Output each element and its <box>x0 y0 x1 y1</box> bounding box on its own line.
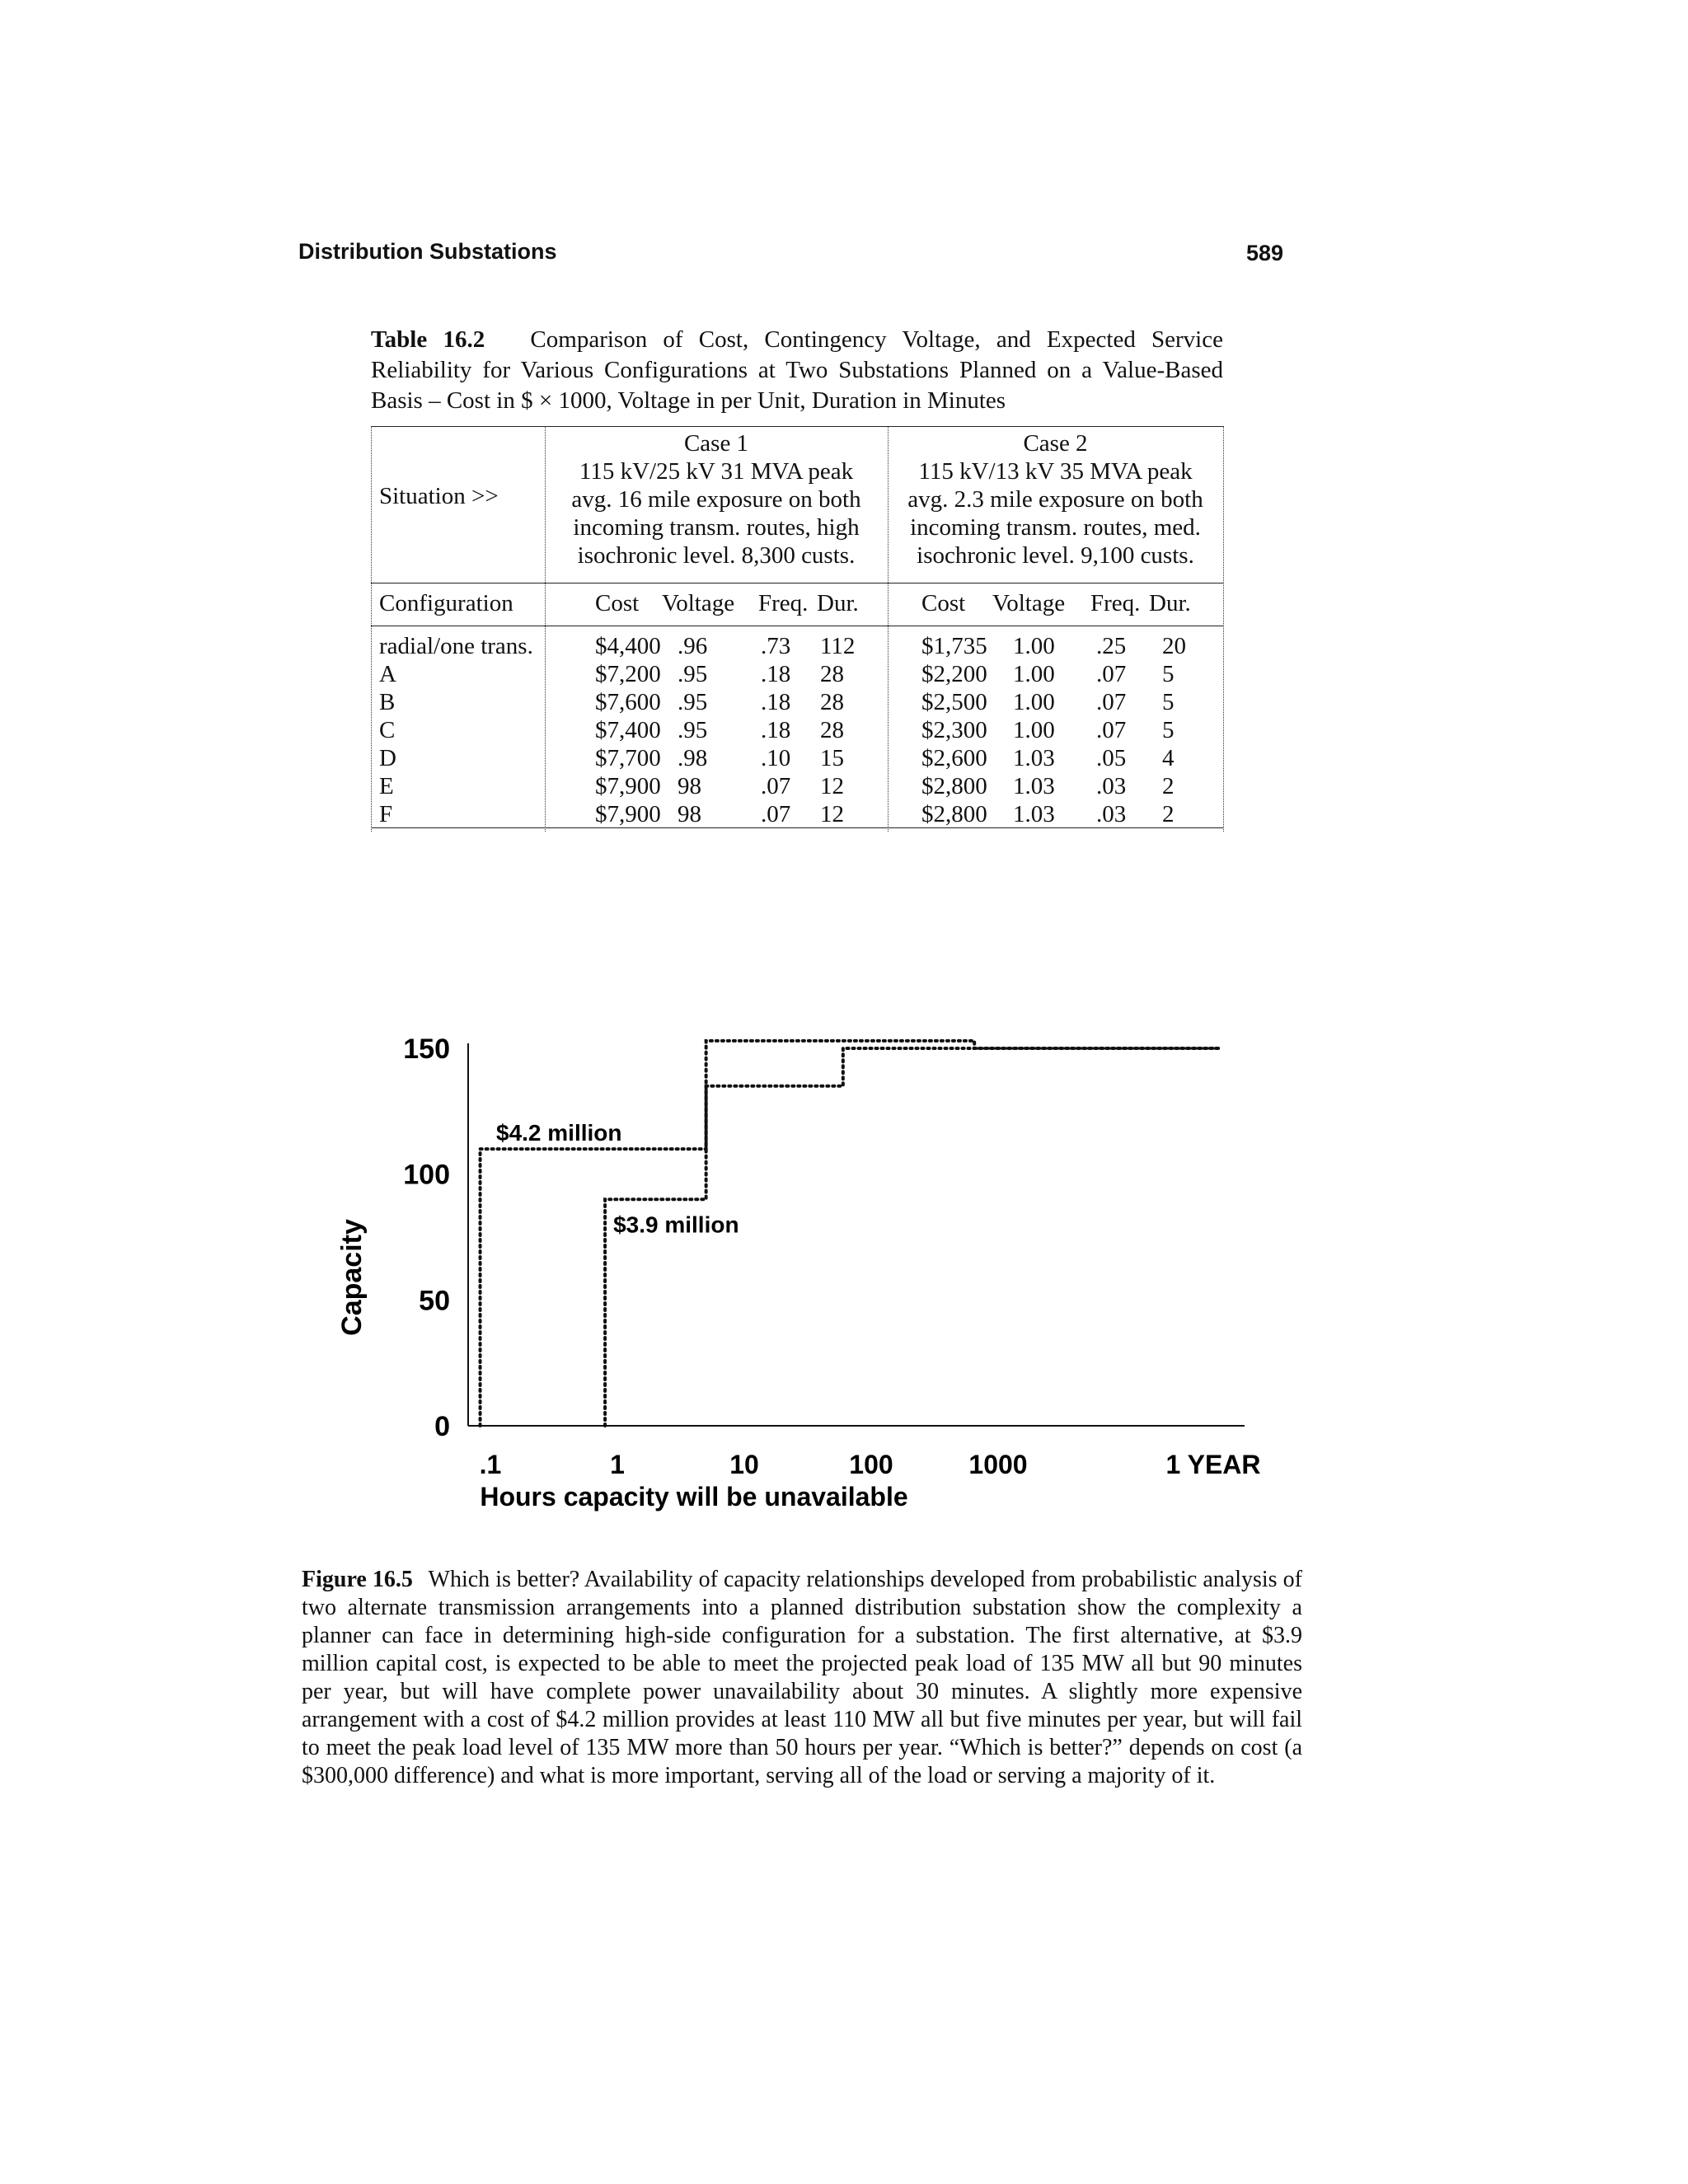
x-tick-label: 10 <box>729 1450 759 1479</box>
table-cell: 15 <box>820 745 844 771</box>
x-tick-label: 100 <box>849 1450 893 1479</box>
table-cell: $2,800 <box>921 801 987 827</box>
table-cell: 5 <box>1162 717 1175 743</box>
case2-col-cost: Cost <box>921 590 966 616</box>
table-cell: 2 <box>1162 801 1175 827</box>
table-cell: .18 <box>761 717 791 743</box>
page-number: 589 <box>1245 241 1283 265</box>
table-cell: .73 <box>761 633 791 659</box>
table-cell: $7,900 <box>595 773 661 799</box>
table-cell: 4 <box>1162 745 1175 771</box>
table-cell: .03 <box>1096 773 1127 799</box>
table-row-config: F <box>379 801 393 827</box>
table-cell: $2,200 <box>921 661 987 687</box>
table-caption <box>371 325 1223 416</box>
case2-line: incoming transm. routes, med. <box>910 514 1201 541</box>
table-cell: 12 <box>820 801 844 827</box>
case2-line: avg. 2.3 mile exposure on both <box>907 486 1203 513</box>
table-cell: .95 <box>678 661 708 687</box>
table-row-config: E <box>379 773 394 799</box>
x-tick-label: 1000 <box>968 1450 1028 1479</box>
table-cell: .07 <box>1096 689 1127 715</box>
figure-label: Figure 16.5 <box>302 1567 413 1592</box>
table-cell: .18 <box>761 661 791 687</box>
y-tick-label: 100 <box>403 1159 450 1191</box>
y-tick-label: 0 <box>434 1411 450 1442</box>
running-head <box>298 239 1283 272</box>
table-cell: 1.00 <box>1013 689 1055 715</box>
table-cell: .95 <box>678 689 708 715</box>
case1-line: incoming transm. routes, high <box>573 514 860 541</box>
case2-description <box>888 429 1223 569</box>
situation-label: Situation >> <box>379 483 499 509</box>
table-cell: 1.00 <box>1013 717 1055 743</box>
table-cell: .07 <box>761 773 791 799</box>
table-cell: 28 <box>820 689 844 715</box>
table-cell: 1.03 <box>1013 745 1055 771</box>
y-tick-label: 150 <box>403 1038 450 1065</box>
case1-name: Case 1 <box>683 430 749 457</box>
table-rule-right <box>1223 426 1224 832</box>
table-cell: .18 <box>761 689 791 715</box>
running-head-title: Distribution Substations <box>298 239 557 264</box>
table-cell: 1.00 <box>1013 633 1055 659</box>
table-rule-bottom <box>371 827 1223 828</box>
table-cell: $1,735 <box>921 633 987 659</box>
case1-line: avg. 16 mile exposure on both <box>571 486 861 513</box>
table-cell: $2,800 <box>921 773 987 799</box>
figure-caption <box>302 1566 1302 1790</box>
table-cell: $2,600 <box>921 745 987 771</box>
table-cell: .07 <box>1096 717 1127 743</box>
case2-line: 115 kV/13 kV 35 MVA peak <box>918 458 1193 485</box>
table-cell: .07 <box>1096 661 1127 687</box>
table-cell: 28 <box>820 661 844 687</box>
table-row-config: B <box>379 689 396 715</box>
case2-col-dur: Dur. <box>1149 590 1191 616</box>
table-row-config: A <box>379 661 396 687</box>
table-cell: .03 <box>1096 801 1127 827</box>
series-label: $3.9 million <box>613 1212 739 1238</box>
table-cell: $7,600 <box>595 689 661 715</box>
comparison-table <box>371 426 1223 832</box>
x-tick-label: .1 <box>479 1450 502 1479</box>
capacity-chart <box>313 1038 1269 1533</box>
capacity-chart-svg <box>313 1038 1269 1533</box>
table-label: Table 16.2 <box>371 326 485 353</box>
figure-caption-text: Which is better? Availability of capacity relationships developed from probabilistic analysis of two alternate transmission arrangements into a planned distribution substation show the complexity a planner can face in determining high-side configuration for a substation. The first alternative, at $3.9 million capital cost, is expected to be able to meet the projected peak load of 135 MW all but 90 minutes per year, but will have complete power unavailability about 30 minutes. A slightly more expensive arrangement with a cost of $4.2 million provides at least 110 MW all but five minutes per year, but will fail to meet the peak load level of 135 MW more than 50 hours per year. “Which is better?” depends on cost (a $300,000 difference) and what is more important, serving all of the load or serving a majority of it. <box>302 1567 1302 1788</box>
case1-col-cost: Cost <box>595 590 640 616</box>
case1-line: isochronic level. 8,300 custs. <box>577 542 856 569</box>
x-axis-label: Hours capacity will be unavailable <box>480 1482 908 1511</box>
table-cell: .98 <box>678 745 708 771</box>
table-cell: 1.03 <box>1013 773 1055 799</box>
table-cell: $7,700 <box>595 745 661 771</box>
table-cell: 112 <box>820 633 856 659</box>
table-rule-top <box>371 426 1223 427</box>
table-cell: 2 <box>1162 773 1175 799</box>
x-tick-label: 1 <box>610 1450 625 1479</box>
series-label: $4.2 million <box>496 1120 622 1146</box>
series-line-four-point-two-million <box>481 1048 1220 1426</box>
table-row-config: D <box>379 745 396 771</box>
case1-col-voltage: Voltage <box>662 590 735 616</box>
table-cell: $2,500 <box>921 689 987 715</box>
case1-line: 115 kV/25 kV 31 MVA peak <box>579 458 854 485</box>
table-cell: 5 <box>1162 689 1175 715</box>
case1-col-dur: Dur. <box>817 590 859 616</box>
table-cell: $2,300 <box>921 717 987 743</box>
table-cell: 20 <box>1162 633 1186 659</box>
table-cell: $7,200 <box>595 661 661 687</box>
table-cell: 1.03 <box>1013 801 1055 827</box>
case2-col-voltage: Voltage <box>992 590 1066 616</box>
table-cell: 98 <box>678 801 701 827</box>
case2-col-freq: Freq. <box>1090 590 1141 616</box>
table-cell: .07 <box>761 801 791 827</box>
table-cell: $4,400 <box>595 633 661 659</box>
table-cell: 5 <box>1162 661 1175 687</box>
y-axis-label: Capacity <box>336 1219 368 1336</box>
config-header: Configuration <box>379 590 513 616</box>
case1-description <box>545 429 888 569</box>
table-cell: 1.00 <box>1013 661 1055 687</box>
case2-line: isochronic level. 9,100 custs. <box>917 542 1194 569</box>
table-cell: .10 <box>761 745 791 771</box>
table-cell: $7,900 <box>595 801 661 827</box>
table-cell: .25 <box>1096 633 1127 659</box>
table-row-config: radial/one trans. <box>379 633 533 659</box>
table-cell: 98 <box>678 773 701 799</box>
table-cell: $7,400 <box>595 717 661 743</box>
case2-name: Case 2 <box>1023 430 1088 457</box>
table-cell: 28 <box>820 717 844 743</box>
table-row-config: C <box>379 717 396 743</box>
table-cell: .95 <box>678 717 708 743</box>
x-tick-label: 1 YEAR <box>1165 1450 1261 1479</box>
case1-col-freq: Freq. <box>758 590 809 616</box>
y-tick-label: 50 <box>419 1285 450 1317</box>
table-cell: 12 <box>820 773 844 799</box>
table-cell: .96 <box>678 633 708 659</box>
table-cell: .05 <box>1096 745 1127 771</box>
table-rule-left <box>371 426 372 832</box>
table-caption-text: Comparison of Cost, Contingency Voltage, and Expected Service Reliability for Various Configurations at Two Substations Planned on a Value-Based Basis – Cost in $ × 1000, Voltage in per Unit, Duration in Minutes <box>371 326 1223 414</box>
